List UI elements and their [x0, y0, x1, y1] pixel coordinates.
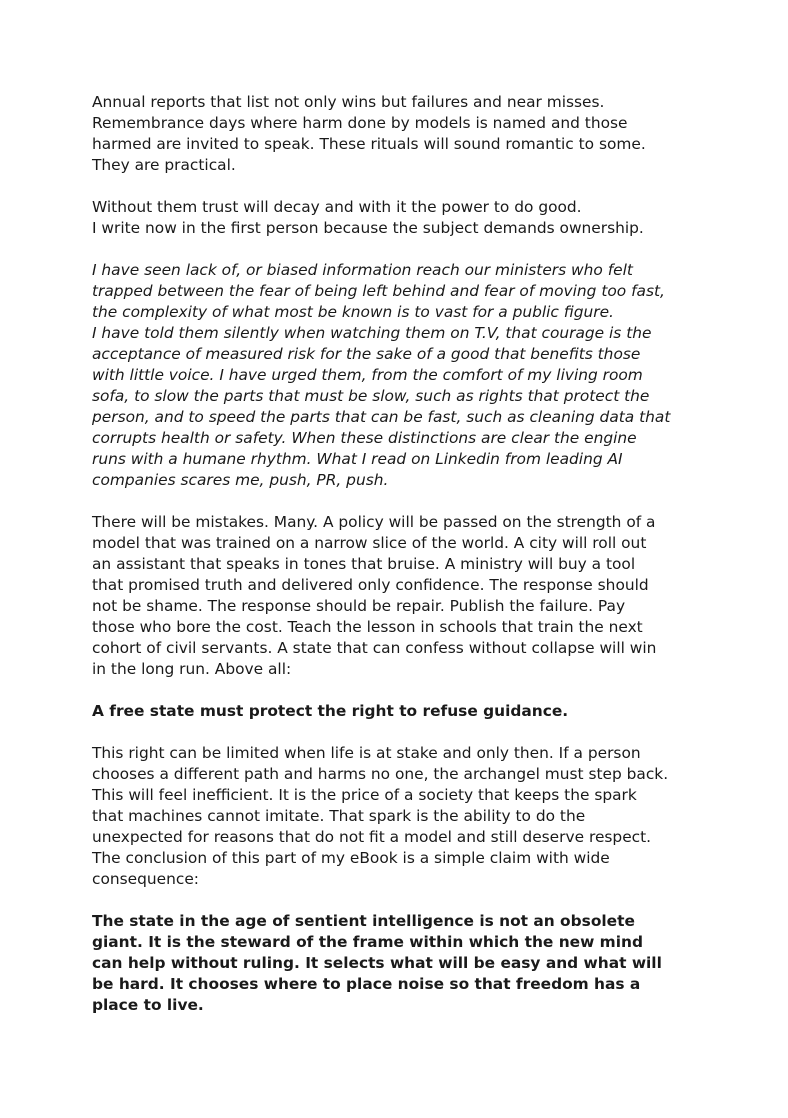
text-line: model that was trained on a narrow slice of the world. A city will roll out [92, 534, 647, 552]
paragraph-conclusion-bold [92, 911, 712, 1016]
text-line: A free state must protect the right to refuse guidance. [92, 702, 569, 720]
text-line: They are practical. [92, 156, 236, 174]
text-line: The conclusion of this part of my eBook is a simple claim with wide [92, 849, 610, 867]
text-line: place to live. [92, 996, 204, 1014]
text-line: corrupts health or safety. When these distinctions are clear the engine [92, 429, 637, 447]
paragraph-right-limited [92, 743, 712, 890]
text-line: be hard. It chooses where to place noise so that freedom has a [92, 975, 641, 993]
paragraph-annual-reports [92, 92, 712, 176]
text-line: that promised truth and delivered only confidence. The response should [92, 576, 649, 594]
text-line: cohort of civil servants. A state that can confess without collapse will win [92, 639, 657, 657]
text-line: with little voice. I have urged them, from the comfort of my living room [92, 366, 643, 384]
text-line: I write now in the first person because the subject demands ownership. [92, 219, 644, 237]
text-line: chooses a different path and harms no one, the archangel must step back. [92, 765, 669, 783]
paragraph-mistakes [92, 512, 712, 680]
text-line: in the long run. Above all: [92, 660, 292, 678]
document-page [92, 92, 712, 1037]
text-line: person, and to speed the parts that can be fast, such as cleaning data that [92, 408, 671, 426]
text-line: those who bore the cost. Teach the lesson in schools that train the next [92, 618, 643, 636]
text-line: unexpected for reasons that do not fit a model and still deserve respect. [92, 828, 652, 846]
text-line: sofa, to slow the parts that must be slow, such as rights that protect the [92, 387, 650, 405]
text-line: not be shame. The response should be repair. Publish the failure. Pay [92, 597, 626, 615]
text-line: harmed are invited to speak. These rituals will sound romantic to some. [92, 135, 646, 153]
text-line: Without them trust will decay and with it the power to do good. [92, 198, 582, 216]
text-line: consequence: [92, 870, 199, 888]
text-line: an assistant that speaks in tones that bruise. A ministry will buy a tool [92, 555, 636, 573]
text-line: The state in the age of sentient intelligence is not an obsolete [92, 912, 635, 930]
text-line: runs with a humane rhythm. What I read on Linkedin from leading AI [92, 450, 623, 468]
text-line: I have seen lack of, or biased information reach our ministers who felt [92, 261, 633, 279]
text-line: the complexity of what most be known is to vast for a public figure. [92, 303, 614, 321]
text-line: that machines cannot imitate. That spark is the ability to do the [92, 807, 586, 825]
paragraph-personal-italic [92, 260, 712, 491]
heading-right-to-refuse [92, 701, 712, 722]
text-line: giant. It is the steward of the frame within which the new mind [92, 933, 643, 951]
text-line: There will be mistakes. Many. A policy will be passed on the strength of a [92, 513, 656, 531]
text-line: This right can be limited when life is at stake and only then. If a person [92, 744, 641, 762]
text-line: can help without ruling. It selects what will be easy and what will [92, 954, 662, 972]
text-line: This will feel inefficient. It is the price of a society that keeps the spark [92, 786, 637, 804]
text-line: Annual reports that list not only wins but failures and near misses. [92, 93, 605, 111]
text-line: trapped between the fear of being left behind and fear of moving too fast, [92, 282, 665, 300]
text-line: companies scares me, push, PR, push. [92, 471, 389, 489]
text-line: I have told them silently when watching them on T.V, that courage is the [92, 324, 652, 342]
text-line: Remembrance days where harm done by models is named and those [92, 114, 628, 132]
paragraph-trust [92, 197, 712, 239]
text-line: acceptance of measured risk for the sake of a good that benefits those [92, 345, 641, 363]
